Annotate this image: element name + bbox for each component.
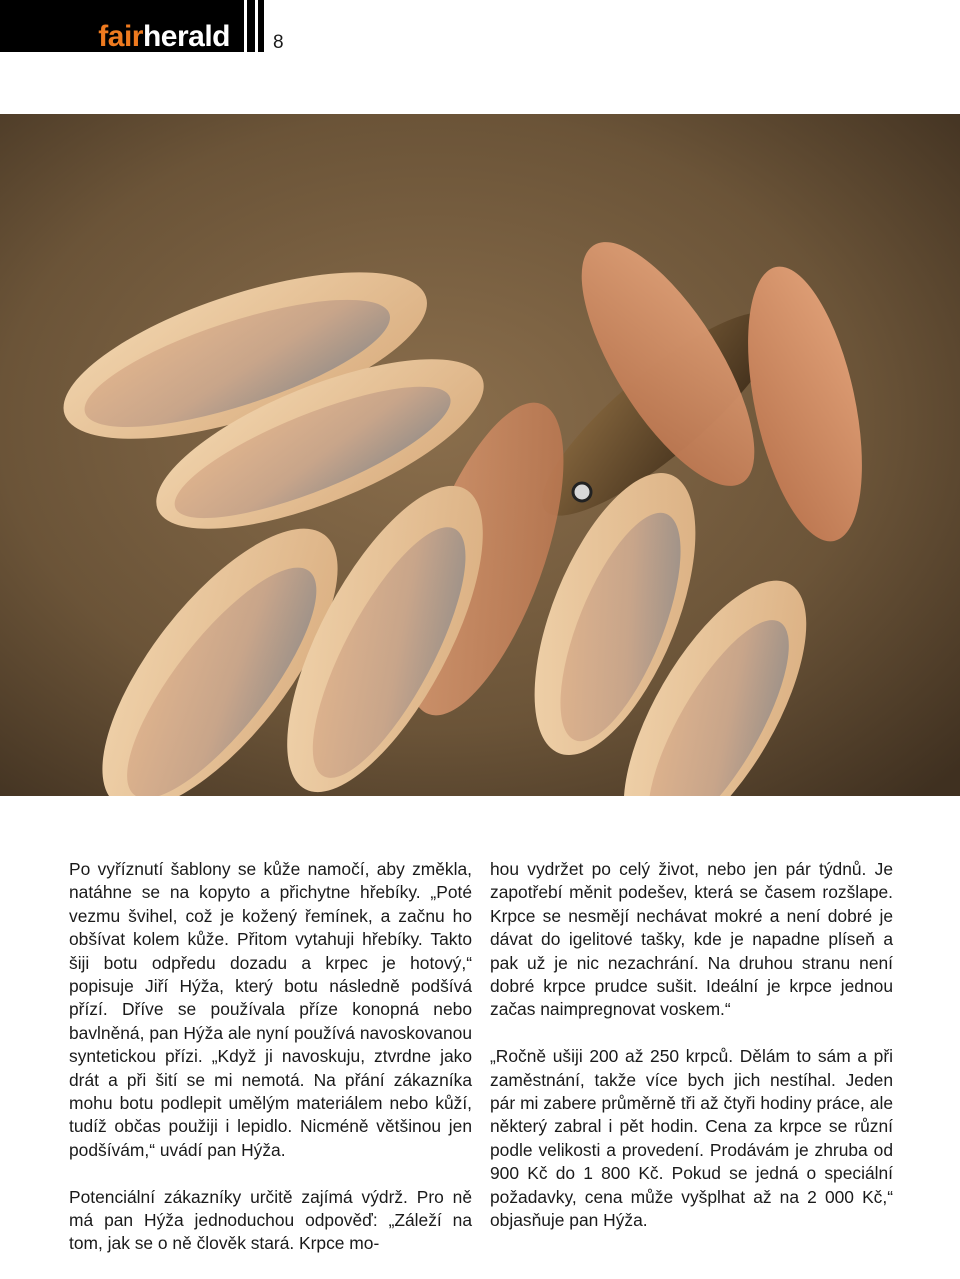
fairherald-logo [98, 22, 230, 52]
paragraph: hou vydržet po celý život, nebo jen pár týdnů. Je zapotřebí měnit podešev, která se časem rozšlape. Krpce se nesmějí nechávat mokré a není dobré je dávat do igelitové tašky, kde je napadne plíseň a pak už je nic nezachrání. Na druhou stranu není dobré krpce prudce sušit. Ideální je krpce jednou začas naimpregnovat voskem.“ [490, 859, 893, 1020]
logo-fair: fair [98, 20, 143, 53]
masthead-bar-2 [258, 0, 264, 52]
article-column-left [69, 858, 472, 1256]
shoes-illustration [0, 114, 960, 796]
paragraph: Potenciální zákazníky určitě zajímá výdrž. Pro ně má pan Hýža jednoduchou odpověď: „Záleží na tom, jak se o ně člověk stará. Krpce mo- [69, 1186, 472, 1254]
masthead-bar-1 [247, 0, 255, 52]
shoes-photo [0, 114, 960, 796]
logo-herald: herald [142, 20, 230, 53]
page-number: 8 [273, 32, 284, 53]
masthead [0, 0, 244, 52]
article-column-right [490, 858, 893, 1232]
paragraph: „Ročně ušiji 200 až 250 krpců. Dělám to sám a při zaměstnání, takže více bych jich nestíhal. Jeden pár mi zabere průměrně tři až čtyři hodiny práce, ale některý zabral i pět hodin. Cena za krpce se různí podle velikosti a provedení. Prodávám je zhruba od 900 Kč do 1 800 Kč. Pokud se jedná o speciální požadavky, cena může vyšplhat až na 2 000 Kč,“ objasňuje pan Hýža. [490, 1046, 893, 1231]
paragraph: Po vyříznutí šablony se kůže namočí, aby změkla, natáhne se na kopyto a přichytne hřebíky. „Poté vezmu švihel, což je kožený řemínek, a začnu ho obšívat kolem kůže. Přitom vytahuji hřebíky. Takto šiji botu odpředu dozadu a krpec je hotový,“ popisuje Jiří Hýža, který botu následně podšívá přízí. Dříve se používala příze konopná nebo bavlněná, pan Hýža ale nyní používá navoskovanou syntetickou přízi. „Když ji navoskuju, ztvrdne jako drát a při šití se mi nemotá. Na přání zákazníka mohu botu podlepit umělým materiálem nebo kůží, tudíž občas použiji i lepidlo. Nicméně většinou jen podšívám,“ uvádí pan Hýža. [69, 859, 472, 1160]
